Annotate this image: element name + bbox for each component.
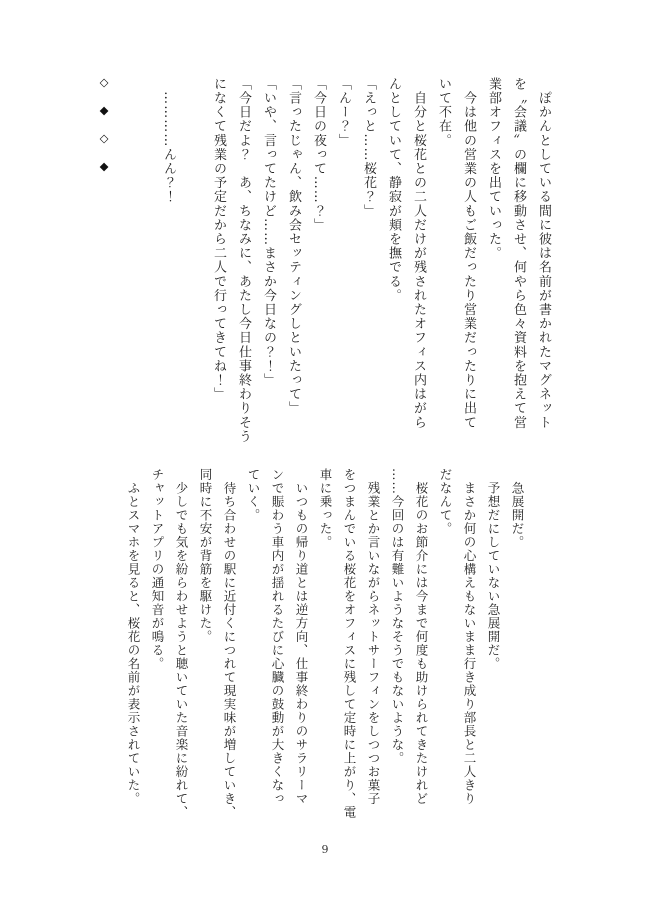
text-line: 車に乗った。 bbox=[318, 468, 333, 549]
text-line: ンで賑わう車内が揺れるたびに心臓の鼓動が大きくなっ bbox=[270, 468, 285, 806]
text-line: 同時に不安が背筋を駆けた。 bbox=[198, 468, 213, 644]
text-line: いて不在。 bbox=[436, 77, 451, 148]
text-line: を〝会議〟の欄に移動させ、何やら色々資料を抱えて営 bbox=[511, 77, 526, 430]
text-line: 今は他の営業の人もご飯だったり営業だったりに出て bbox=[461, 77, 476, 430]
text-line: をつまんでいる桜花をオフィスに残して定時に上がり、電 bbox=[342, 468, 357, 819]
paragraph-block-top bbox=[156, 77, 556, 459]
diamond-filled-icon: ◆ bbox=[99, 103, 109, 117]
text-line: んとしていて、静寂が頬を撫でる。 bbox=[386, 77, 401, 303]
dialogue-line: 「言ったじゃん、飲み会セッティングしといたって」 bbox=[286, 77, 301, 416]
text-line: 待ち合わせの駅に近付くにつれて現実味が増していき、 bbox=[222, 468, 237, 819]
dialogue-line: 「えっと……桜花？」 bbox=[361, 77, 376, 218]
text-line: 予想だにしていない急展開だ。 bbox=[486, 468, 501, 671]
text-line: まさか何の心構えもないまま行き成り部長と二人きり bbox=[462, 468, 477, 806]
section-divider bbox=[95, 76, 113, 172]
dialogue-line: 「いや、言ってたけど……まさか今日なの？！」 bbox=[261, 77, 276, 388]
dialogue-line: になくて残業の予定だから二人で行ってきてね！」 bbox=[211, 77, 226, 402]
text-line: ……今回のは有難いようなそうでもないような。 bbox=[390, 468, 405, 765]
text-line: …………んん？！ bbox=[161, 77, 176, 204]
diamond-filled-icon: ◆ bbox=[99, 159, 109, 173]
diamond-outline-icon: ◇ bbox=[99, 131, 109, 145]
text-line: 少しでも気を紛らわせようと聴いていた音楽に紛れて、 bbox=[174, 468, 189, 819]
text-line: ふとスマホを見ると、桜花の名前が表示されていた。 bbox=[126, 468, 141, 806]
text-line: ていく。 bbox=[246, 468, 261, 522]
text-line: 桜花のお節介には今まで何度も助けられてきたけれど bbox=[414, 468, 429, 806]
dialogue-line: 「今日だよ？ あ、ちなみに、あたし今日仕事終わりそう bbox=[236, 77, 251, 444]
diamond-outline-icon: ◇ bbox=[99, 75, 109, 89]
text-line: 残業とか言いながらネットサーフィンをしつつお菓子 bbox=[366, 468, 381, 806]
text-line: いつもの帰り道とは逆方向、仕事終わりのサラリーマ bbox=[294, 468, 309, 806]
text-line: ぽかんとしている間に彼は名前が書かれたマグネット bbox=[536, 77, 551, 430]
text-line: チャットアプリの通知音が鳴る。 bbox=[150, 468, 165, 671]
text-line: だなんて。 bbox=[438, 468, 453, 536]
dialogue-line: 「んー？」 bbox=[336, 77, 351, 148]
page-number: 9 bbox=[321, 843, 329, 856]
paragraph-block-bottom bbox=[121, 468, 529, 846]
text-line: 自分と桜花との二人だけが残されたオフィス内はがら bbox=[411, 77, 426, 430]
text-line: 業部オフィスを出ていった。 bbox=[486, 77, 501, 261]
text-line: 急展開だ。 bbox=[510, 468, 525, 549]
dialogue-line: 「今日の夜って……？」 bbox=[311, 77, 326, 233]
